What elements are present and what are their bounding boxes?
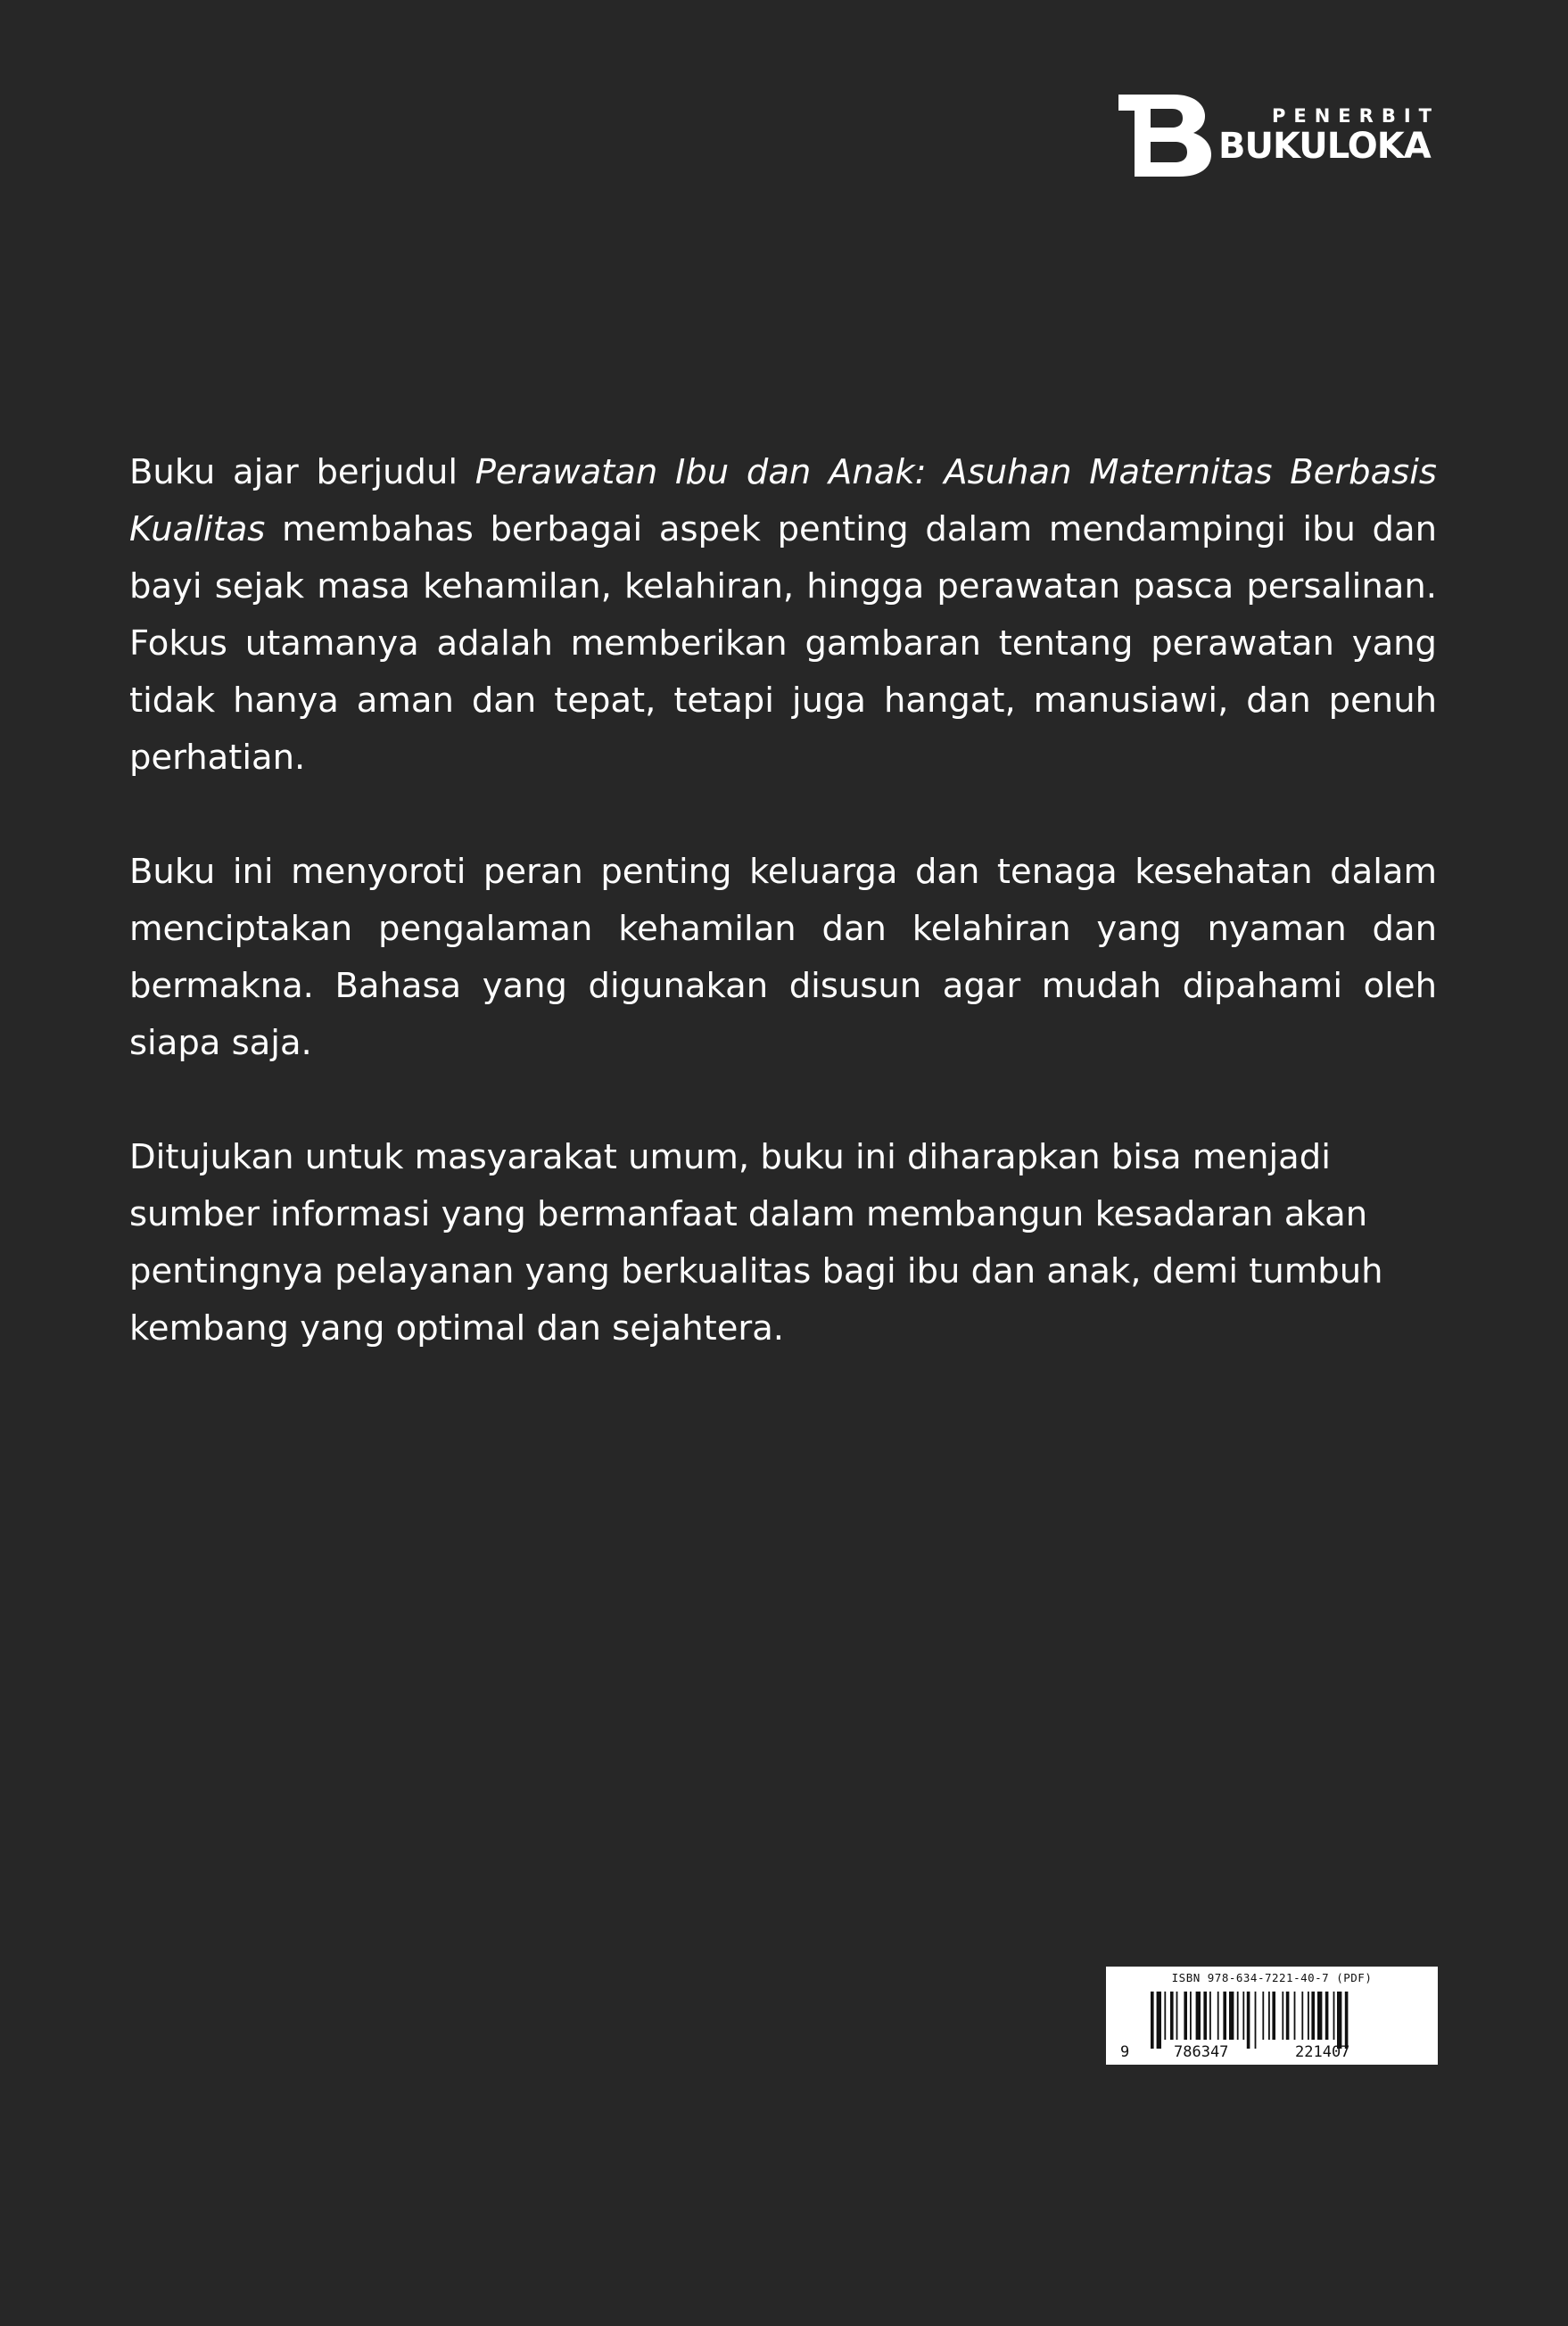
- blurb: [129, 444, 1437, 1415]
- barcode-bar: [1317, 1992, 1322, 2040]
- publisher-logo: [1118, 95, 1440, 177]
- barcode-bar: [1237, 1992, 1239, 2040]
- barcode-bar: [1203, 1992, 1207, 2040]
- barcode-bar: [1229, 1992, 1234, 2040]
- barcode-bar: [1184, 1992, 1187, 2040]
- book-title: Perawatan Ibu dan Anak: Asuhan Maternitas Berbasis Kualitas: [129, 452, 1437, 549]
- paragraph-1-lead: Buku ajar berjudul: [129, 452, 475, 492]
- barcode-bar: [1294, 1992, 1296, 2040]
- barcode-bar: [1268, 1992, 1270, 2040]
- barcode-bar: [1282, 1992, 1283, 2040]
- barcode-bar: [1196, 1992, 1201, 2040]
- publisher-name: BUKULOKA: [1218, 126, 1431, 167]
- paragraph-3: Ditujukan untuk masyarakat umum, buku ini diharapkan bisa menjadi sumber informasi yang bermanfaat dalam membangun kesadaran akan pentingnya pelayanan yang berkualitas bagi ibu dan anak, demi tumbuh kembang yang optimal dan sejahtera.: [129, 1137, 1383, 1349]
- barcode-bar: [1272, 1992, 1275, 2040]
- barcode-bar: [1176, 1992, 1178, 2040]
- barcode-bar: [1345, 1992, 1349, 2049]
- barcode-bar: [1325, 1992, 1329, 2040]
- barcode-bar: [1262, 1992, 1264, 2040]
- barcode-bar: [1170, 1992, 1174, 2040]
- publisher-label: PENERBIT: [1272, 105, 1440, 127]
- barcode-bar: [1164, 1992, 1166, 2040]
- barcode-bar: [1157, 1992, 1161, 2049]
- barcode-left-digits: 786347: [1174, 2043, 1229, 2061]
- barcode-bar: [1286, 1992, 1290, 2040]
- paragraph-2: Buku ini menyoroti peran penting keluarga dan tenaga kesehatan dalam menciptakan pengalaman kehamilan dan kelahiran yang nyaman dan bermakna. Bahasa yang digunakan disusun agar mudah dipahami oleh siapa saja.: [129, 852, 1437, 1063]
- barcode-bar: [1255, 1992, 1257, 2049]
- barcode-bar: [1209, 1992, 1211, 2040]
- paragraph-1: [129, 444, 1437, 787]
- barcode-first-digit: 9: [1120, 2043, 1130, 2061]
- barcode-bar: [1308, 1992, 1309, 2040]
- isbn-number: ISBN 978-634-7221-40-7 (PDF): [1171, 1971, 1373, 1984]
- barcode-bars: [1106, 1967, 1438, 2065]
- isbn-barcode: [1106, 1967, 1438, 2065]
- barcode-bar: [1223, 1992, 1226, 2040]
- paragraph-1-rest: membahas berbagai aspek penting dalam mendampingi ibu dan bayi sejak masa kehamilan, kelahiran, hingga perawatan pasca persalinan. Fokus utamanya adalah memberikan gambaran tentang perawatan yang tidak hanya aman dan tepat, tetapi juga hangat, manusiawi, dan penuh perhatian.: [129, 509, 1437, 778]
- barcode-bar: [1151, 1992, 1154, 2049]
- logo-b-mark: [1118, 95, 1213, 177]
- barcode-bar: [1311, 1992, 1315, 2040]
- barcode-bar: [1301, 1992, 1303, 2040]
- barcode-bar: [1247, 1992, 1250, 2049]
- barcode-bar: [1190, 1992, 1192, 2040]
- barcode-bar: [1242, 1992, 1244, 2040]
- barcode-right-digits: 221407: [1295, 2043, 1350, 2061]
- barcode-bar: [1333, 1992, 1335, 2040]
- barcode-bar: [1337, 1992, 1341, 2049]
- barcode-bar: [1217, 1992, 1219, 2040]
